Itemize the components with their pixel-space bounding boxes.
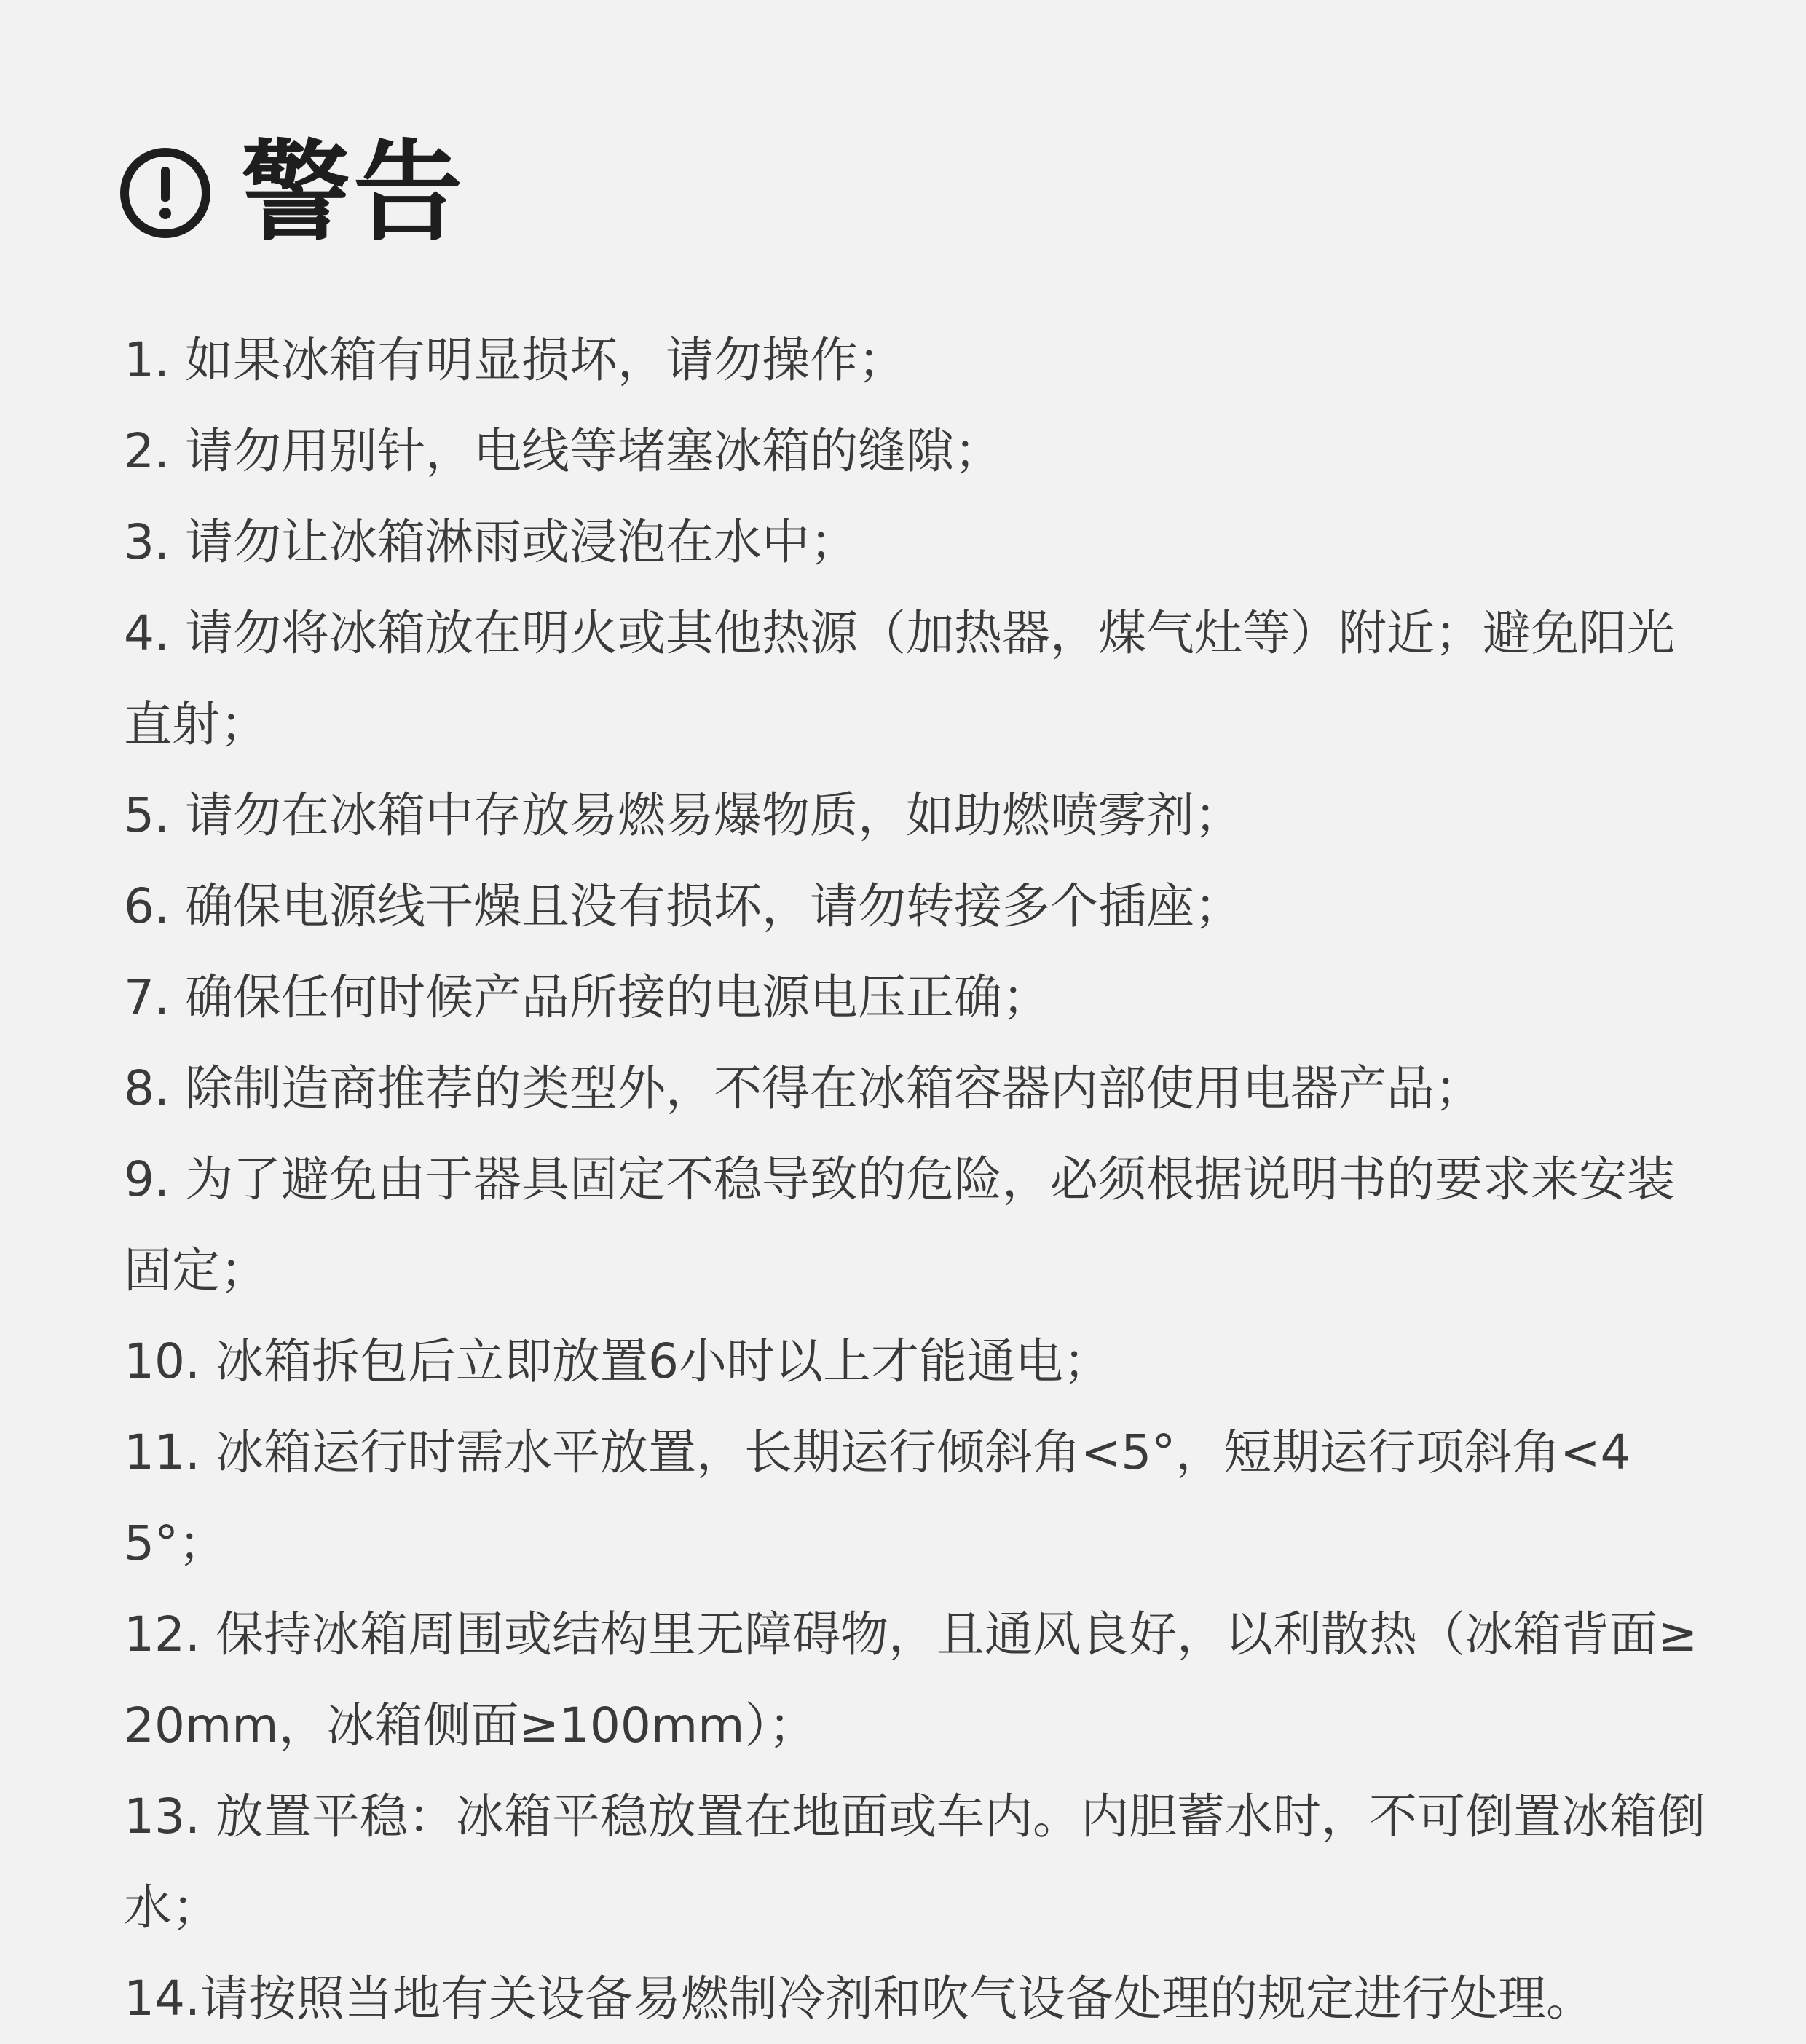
warning-item: 14.请按照当地有关设备易燃制冷剂和吹气设备处理的规定进行处理。	[124, 1970, 1594, 2027]
warning-item: 8. 除制造商推荐的类型外，不得在冰箱容器内部使用电器产品；	[124, 1060, 1483, 1116]
warning-item: 6. 确保电源线干燥且没有损坏，请勿转接多个插座；	[124, 878, 1242, 934]
warning-item: 13. 放置平稳：冰箱平稳放置在地面或车内。内胆蓄水时，不可倒置冰箱倒水；	[124, 1788, 1706, 1936]
warning-item: 9. 为了避免由于器具固定不稳导致的危险，必须根据说明书的要求来安装固定；	[124, 1151, 1675, 1298]
warning-item: 11. 冰箱运行时需水平放置，长期运行倾斜角<5°，短期运行项斜角<45°；	[124, 1424, 1631, 1571]
warning-list	[124, 315, 1711, 2044]
warning-item: 1. 如果冰箱有明显损坏，请勿操作；	[124, 332, 906, 388]
warning-item: 10. 冰箱拆包后立即放置6小时以上才能通电；	[124, 1333, 1111, 1389]
warning-item: 7. 确保任何时候产品所接的电源电压正确；	[124, 969, 1050, 1025]
warning-item: 12. 保持冰箱周围或结构里无障碍物，且通风良好，以利散热（冰箱背面≥20mm，冰箱侧面≥100mm）；	[124, 1606, 1698, 1753]
page-title: 警告	[241, 130, 466, 256]
warning-header	[120, 130, 466, 256]
warning-item: 3. 请勿让冰箱淋雨或浸泡在水中；	[124, 514, 858, 570]
warning-item: 5. 请勿在冰箱中存放易燃易爆物质，如助燃喷雾剂；	[124, 787, 1242, 843]
warning-item: 2. 请勿用别针，电线等堵塞冰箱的缝隙；	[124, 423, 1002, 479]
warning-item: 4. 请勿将冰箱放在明火或其他热源（加热器，煤气灶等）附近；避免阳光直射；	[124, 605, 1675, 752]
exclamation-circle-icon	[120, 148, 210, 238]
